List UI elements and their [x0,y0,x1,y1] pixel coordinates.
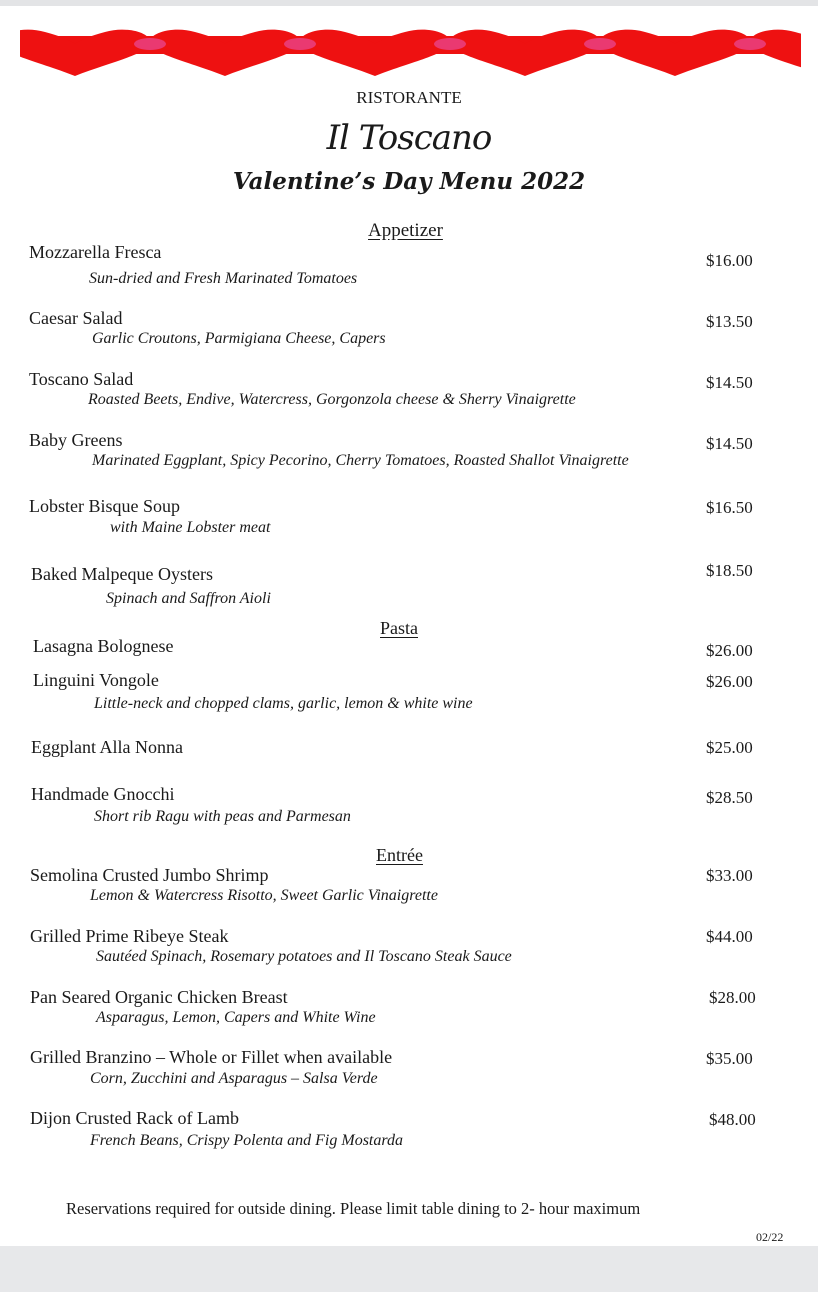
item-name: Baby Greens [29,430,123,450]
item-description: Marinated Eggplant, Spicy Pecorino, Cherry Tomatoes, Roasted Shallot Vinaigrette [92,452,629,469]
item-name: Semolina Crusted Jumbo Shrimp [30,865,269,885]
item-price: $13.50 [706,312,753,331]
item-description: Short rib Ragu with peas and Parmesan [94,808,351,825]
item-description: Lemon & Watercress Risotto, Sweet Garlic Vinaigrette [90,887,438,904]
item-price: $16.00 [706,251,753,270]
item-name: Grilled Branzino – Whole or Fillet when available [30,1047,393,1067]
menu-title: Valentine’s Day Menu 2022 [232,168,586,195]
item-name: Lobster Bisque Soup [29,496,180,516]
item-description: Roasted Beets, Endive, Watercress, Gorgonzola cheese & Sherry Vinaigrette [88,391,576,408]
item-price: $33.00 [706,866,753,885]
item-name: Mozzarella Fresca [29,242,162,262]
item-price: $28.50 [706,788,753,807]
item-description: Sautéed Spinach, Rosemary potatoes and Il Toscano Steak Sauce [96,948,512,965]
item-name: Linguini Vongole [33,670,159,690]
item-name: Caesar Salad [29,308,123,328]
item-price: $44.00 [706,927,753,946]
restaurant-label: RISTORANTE [356,88,462,107]
item-description: Sun-dried and Fresh Marinated Tomatoes [89,270,358,287]
item-name: Dijon Crusted Rack of Lamb [30,1108,239,1128]
heart-joint [434,38,466,50]
item-price: $26.00 [706,641,753,660]
item-price: $25.00 [706,738,753,757]
hearts-garland [20,28,801,80]
heart-joint [734,38,766,50]
page-code: 02/22 [756,1230,784,1244]
section-heading-pasta: Pasta [380,618,418,638]
item-price: $48.00 [709,1110,756,1129]
item-price: $28.00 [709,988,756,1007]
item-price: $35.00 [706,1049,753,1068]
item-price: $18.50 [706,561,753,580]
restaurant-name: Il Toscano [326,118,492,158]
item-description: Corn, Zucchini and Asparagus – Salsa Verde [90,1070,378,1087]
item-description: French Beans, Crispy Polenta and Fig Mostarda [90,1132,403,1149]
item-name: Handmade Gnocchi [31,784,175,804]
item-name: Baked Malpeque Oysters [31,564,213,584]
item-description: Spinach and Saffron Aioli [106,590,271,607]
item-name: Lasagna Bolognese [33,636,174,656]
section-heading-entree: Entrée [376,845,423,865]
item-name: Toscano Salad [29,369,134,389]
heart-joint [134,38,166,50]
item-description: with Maine Lobster meat [110,519,271,536]
heart-joint [284,38,316,50]
item-description: Garlic Croutons, Parmigiana Cheese, Capers [92,330,386,347]
item-name: Eggplant Alla Nonna [31,737,183,757]
reservation-note: Reservations required for outside dining. Please limit table dining to 2- hour maximum [66,1199,641,1218]
item-price: $26.00 [706,672,753,691]
item-price: $14.50 [706,373,753,392]
item-description: Asparagus, Lemon, Capers and White Wine [96,1009,376,1026]
item-price: $14.50 [706,434,753,453]
item-description: Little-neck and chopped clams, garlic, lemon & white wine [94,695,473,712]
section-heading-appetizer: Appetizer [368,220,443,241]
item-name: Grilled Prime Ribeye Steak [30,926,229,946]
item-price: $16.50 [706,498,753,517]
top-border [0,0,818,6]
item-name: Pan Seared Organic Chicken Breast [30,987,288,1007]
heart-joint [584,38,616,50]
